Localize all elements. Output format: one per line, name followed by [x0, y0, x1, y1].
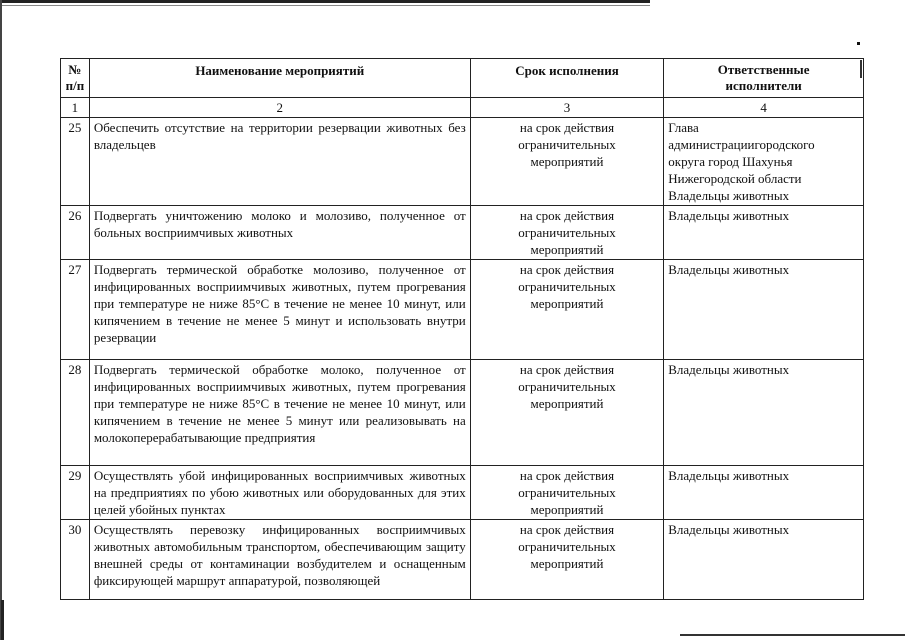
row-number-cell: 28: [61, 360, 90, 466]
scan-speck: [857, 42, 860, 45]
responsible-cell: Владельцы животных: [664, 360, 864, 466]
table-row: [61, 118, 864, 206]
table-row: [61, 206, 864, 260]
table-row: [61, 260, 864, 360]
table-body: [61, 98, 864, 600]
deadline-cell: на срок действия ограничительных мероприятий: [470, 206, 664, 260]
table-header-row: [61, 59, 864, 98]
responsible-cell: Владельцы животных: [664, 260, 864, 360]
table-row: [61, 466, 864, 520]
deadline-cell: на срок действия ограничительных мероприятий: [470, 520, 664, 600]
responsible-cell: Глава администрациигородского округа город Шахунья Нижегородской области Владельцы животных: [664, 118, 864, 206]
deadline-cell: на срок действия ограничительных мероприятий: [470, 118, 664, 206]
table-row: [61, 520, 864, 600]
row-number-cell: 27: [61, 260, 90, 360]
header-responsible: [664, 59, 864, 98]
row-number-cell: 30: [61, 520, 90, 600]
row-number-cell: 25: [61, 118, 90, 206]
column-index-cell: 1: [61, 98, 90, 118]
header-deadline: Срок исполнения: [470, 59, 664, 98]
header-number-abbr: п/п: [65, 78, 85, 93]
measure-description-cell: Обеспечить отсутствие на территории резервации животных без владельцев: [89, 118, 470, 206]
scan-left-edge: [0, 0, 2, 640]
scan-top-border: [0, 0, 650, 3]
column-index-cell: 4: [664, 98, 864, 118]
measure-description-cell: Осуществлять убой инфицированных восприимчивых животных на предприятиях по убою животных или оборудованных для этих целей убойных пунктах: [89, 466, 470, 520]
column-index-row: [61, 98, 864, 118]
header-number-sign: №: [68, 62, 82, 77]
deadline-cell: на срок действия ограничительных мероприятий: [470, 260, 664, 360]
scan-bottom-mark: [680, 634, 905, 636]
header-number: [61, 59, 90, 98]
measure-description-cell: Подвергать термической обработке молозиво, полученное от инфицированных восприимчивых животных, путем прогревания при температуре не ниже 85°С в течение не менее 10 минут, или кипячением в течение не менее 5 минут и использовать внутри резервации: [89, 260, 470, 360]
row-number-cell: 29: [61, 466, 90, 520]
responsible-cell: Владельцы животных: [664, 466, 864, 520]
measure-description-cell: Осуществлять перевозку инфицированных восприимчивых животных автомобильным транспортом, обеспечивающим защиту внешней среды от контаминации возбудителем и оснащенным фиксирующей маршрут аппаратурой, позволяющей: [89, 520, 470, 600]
measure-description-cell: Подвергать уничтожению молоко и молозиво, полученное от больных восприимчивых животных: [89, 206, 470, 260]
measures-table: [60, 58, 864, 600]
responsible-cell: Владельцы животных: [664, 520, 864, 600]
deadline-cell: на срок действия ограничительных мероприятий: [470, 466, 664, 520]
column-index-cell: 3: [470, 98, 664, 118]
table-row: [61, 360, 864, 466]
header-responsible-line2: исполнители: [725, 78, 802, 93]
scan-left-edge-mark: [1, 600, 4, 640]
responsible-cell: Владельцы животных: [664, 206, 864, 260]
header-measure-name: Наименование мероприятий: [89, 59, 470, 98]
header-responsible-line1: Ответственные: [717, 62, 810, 77]
scan-top-border-thin: [0, 5, 650, 6]
column-index-cell: 2: [89, 98, 470, 118]
deadline-cell: на срок действия ограничительных мероприятий: [470, 360, 664, 466]
row-number-cell: 26: [61, 206, 90, 260]
measure-description-cell: Подвергать термической обработке молоко, полученное от инфицированных восприимчивых животных, путем прогревания при температуре не ниже 85°С в течение не менее 10 минут, или кипячением в течение не менее 5 минут или реализовывать на молокоперерабатывающие предприятия: [89, 360, 470, 466]
